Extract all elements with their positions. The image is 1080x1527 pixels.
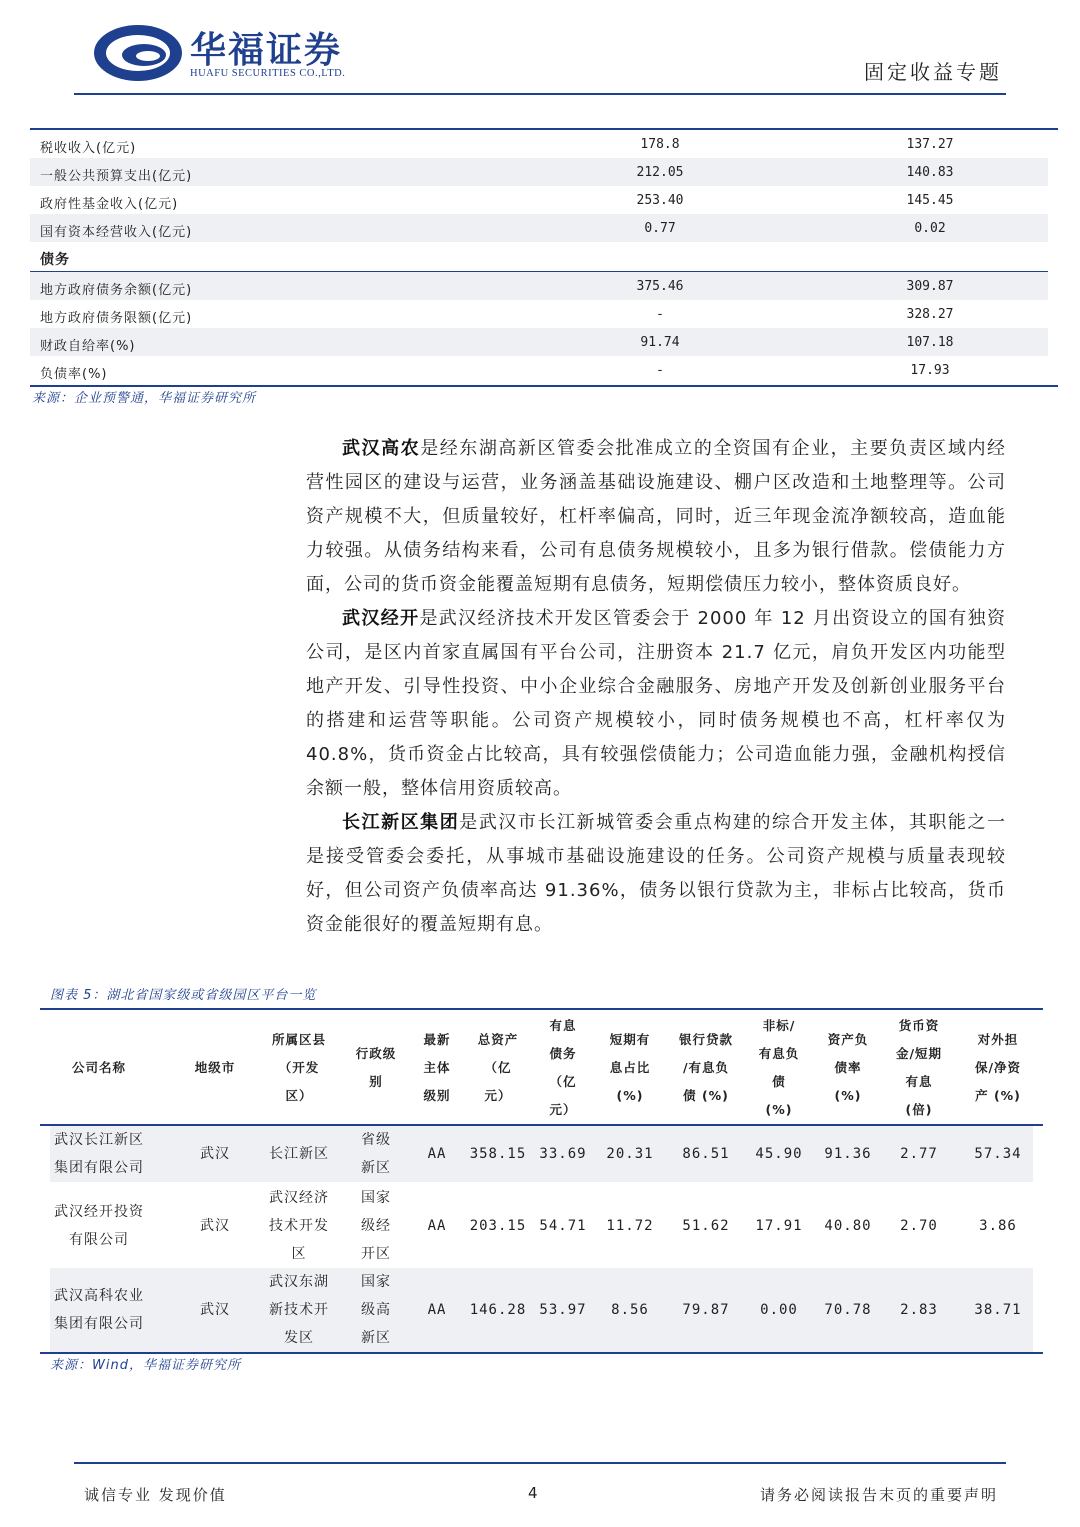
row-value-1: 375.46 (636, 279, 684, 294)
cell-line: 发区 (284, 1330, 314, 1346)
column-header (532, 1012, 594, 1124)
cell-lev (814, 1140, 882, 1168)
cell-line: 203.15 (469, 1218, 527, 1234)
cell-name (50, 1282, 148, 1338)
column-header-line: (%) (616, 1088, 644, 1103)
row-label: 国有资本经营收入(亿元) (40, 225, 193, 240)
row-value-2: 145.45 (906, 193, 954, 208)
cell-line: 有限公司 (69, 1232, 129, 1248)
column-header-line: 别 (369, 1074, 383, 1089)
row-value-1: 212.05 (636, 165, 684, 180)
cell-lev (814, 1296, 882, 1324)
cell-name (50, 1198, 148, 1254)
column-header-line: 债率 (834, 1060, 862, 1075)
cell-city (170, 1140, 260, 1168)
cell-nonstd (744, 1296, 814, 1324)
column-header-line: 短期有 (609, 1032, 651, 1047)
cell-line: 级高 (361, 1302, 391, 1318)
column-header-line: 债务 (549, 1046, 577, 1061)
column-header-line: 有息 (549, 1018, 577, 1033)
paragraph-lead: 武汉经开 (342, 608, 420, 629)
cell-line: 国家 (361, 1190, 391, 1206)
column-header-line: (倍) (905, 1102, 933, 1117)
cell-rating (412, 1296, 462, 1324)
cell-line: 33.69 (539, 1146, 587, 1162)
cell-rating (412, 1212, 462, 1240)
column-header (462, 1026, 534, 1110)
cell-line: 0.00 (760, 1302, 798, 1318)
cell-level (342, 1126, 410, 1182)
row-label: 一般公共预算支出(亿元) (40, 169, 193, 184)
cell-line: 武汉长江新区 (54, 1132, 144, 1148)
column-header-line: 债 (772, 1074, 786, 1089)
cell-line: 20.31 (606, 1146, 654, 1162)
section-heading: 债务 (40, 252, 70, 268)
column-header-line: 区） (285, 1088, 313, 1103)
cell-level (342, 1184, 410, 1268)
column-header (596, 1026, 664, 1110)
cell-line: 省级 (361, 1132, 391, 1148)
paragraph-text: 是武汉市长江新城管委会重点构建的综合开发主体，其职能之一是接受管委会委托，从事城市基础设施建设的任务。公司资产规模与质量表现较好，但公司资产负债率高达 91.36%，债务以银行贷款为主，非标占比较高，货币资金能很好的覆盖短期有息。 (306, 812, 1007, 935)
table-row (30, 158, 1048, 186)
column-header-line: (%) (834, 1088, 862, 1103)
column-header-line: /有息负 (682, 1060, 730, 1075)
table2-caption: 图表 5：湖北省国家级或省级园区平台一览 (50, 988, 317, 1003)
cell-district (258, 1184, 340, 1268)
cell-line: 146.28 (469, 1302, 527, 1318)
cell-line: AA (427, 1218, 447, 1234)
cell-line: 70.78 (824, 1302, 872, 1318)
cell-bank (666, 1212, 746, 1240)
table-row (30, 328, 1048, 356)
cell-line: 开区 (361, 1246, 391, 1262)
cell-city (170, 1212, 260, 1240)
cell-line: 38.71 (974, 1302, 1022, 1318)
cell-assets (462, 1140, 534, 1168)
table-row (50, 1184, 1033, 1268)
table-row (30, 214, 1048, 242)
column-header (258, 1026, 340, 1110)
cell-name (50, 1126, 148, 1182)
cell-debt (532, 1296, 594, 1324)
cell-lev (814, 1212, 882, 1240)
cell-line: 2.77 (900, 1146, 938, 1162)
column-header-line: 保/净资 (974, 1060, 1022, 1075)
cell-short (596, 1296, 664, 1324)
page-number: 4 (528, 1484, 538, 1502)
cell-assets (462, 1212, 534, 1240)
row-value-2: 107.18 (906, 335, 954, 350)
cell-line: 53.97 (539, 1302, 587, 1318)
column-header (958, 1026, 1038, 1110)
row-value-1: 91.74 (640, 335, 680, 350)
column-header-line: 息占比 (609, 1060, 651, 1075)
cell-line: 集团有限公司 (54, 1160, 144, 1176)
column-header-line: 公司名称 (71, 1060, 126, 1075)
cell-line: 2.70 (900, 1218, 938, 1234)
cell-nonstd (744, 1140, 814, 1168)
cell-line: 45.90 (755, 1146, 803, 1162)
column-header-line: 有息 (905, 1074, 933, 1089)
cell-line: 武汉东湖 (269, 1274, 329, 1290)
cell-line: 国家 (361, 1274, 391, 1290)
column-header (342, 1040, 410, 1096)
cell-nonstd (744, 1212, 814, 1240)
table-section-row (30, 243, 1048, 271)
cell-line: 51.62 (682, 1218, 730, 1234)
logo-text-cn: 华福证券 (190, 29, 343, 71)
cell-bank (666, 1296, 746, 1324)
row-value-1: 253.40 (636, 193, 684, 208)
column-header (882, 1012, 956, 1124)
column-header-line: 资产负 (827, 1032, 869, 1047)
cell-level (342, 1268, 410, 1352)
cell-line: 17.91 (755, 1218, 803, 1234)
cell-line: 武汉高科农业 (54, 1288, 144, 1304)
column-header-line: 金/短期 (895, 1046, 943, 1061)
row-value-2: 17.93 (910, 363, 950, 378)
column-header-line: 产 (%) (975, 1088, 1021, 1103)
row-value-1: 0.77 (644, 221, 676, 236)
column-header-line: 银行贷款 (678, 1032, 733, 1047)
cell-line: 57.34 (974, 1146, 1022, 1162)
cell-short (596, 1140, 664, 1168)
cell-line: 武汉 (200, 1302, 230, 1318)
cell-rating (412, 1140, 462, 1168)
column-header (814, 1026, 882, 1110)
row-value-2: 137.27 (906, 137, 954, 152)
column-header-line: 元） (484, 1088, 512, 1103)
table-row (30, 186, 1048, 214)
column-header-line: （亿 (549, 1074, 577, 1089)
cell-debt (532, 1140, 594, 1168)
table-row (30, 130, 1048, 158)
cell-line: AA (427, 1302, 447, 1318)
cell-bank (666, 1140, 746, 1168)
cell-short (596, 1212, 664, 1240)
cell-district (258, 1268, 340, 1352)
footer-disclaimer: 请务必阅读报告末页的重要声明 (759, 1486, 998, 1504)
column-header-line: 行政级 (355, 1046, 397, 1061)
table-row (50, 1268, 1033, 1352)
cell-line: 武汉 (200, 1218, 230, 1234)
cell-line: 新区 (361, 1330, 391, 1346)
cell-line: 54.71 (539, 1218, 587, 1234)
cell-line: 86.51 (682, 1146, 730, 1162)
cell-line: 武汉经济 (269, 1190, 329, 1206)
row-value-2: 140.83 (906, 165, 954, 180)
cell-cash (882, 1212, 956, 1240)
row-value-2: 0.02 (914, 221, 946, 236)
logo-text-en: HUAFU SECURITIES CO.,LTD. (190, 68, 346, 79)
cell-line: AA (427, 1146, 447, 1162)
paragraph (306, 602, 1006, 806)
column-header-line: 对外担 (977, 1032, 1019, 1047)
row-value-1: - (656, 307, 664, 322)
header-divider (74, 93, 1006, 95)
column-header (666, 1026, 746, 1110)
cell-line: 2.83 (900, 1302, 938, 1318)
column-header-line: 最新 (423, 1032, 451, 1047)
cell-line: 3.86 (979, 1218, 1017, 1234)
row-label: 地方政府债务余额(亿元) (40, 283, 193, 298)
cell-district (258, 1140, 340, 1168)
cell-line: 长江新区 (269, 1146, 329, 1162)
paragraph-text: 是经东湖高新区管委会批准成立的全资国有企业，主要负责区域内经营性园区的建设与运营，业务涵盖基础设施建设、棚户区改造和土地整理等。公司资产规模不大，但质量较好，杠杆率偏高，同时，近三年现金流净额较高，造血能力较强。从债务结构来看，公司有息债务规模较小，且多为银行借款。偿债能力方面，公司的货币资金能覆盖短期有息债务，短期偿债压力较小，整体资质良好。 (306, 438, 1007, 595)
column-header-line: 总资产 (477, 1032, 519, 1047)
table1-source: 来源：企业预警通，华福证券研究所 (32, 391, 257, 406)
paragraph (306, 806, 1006, 942)
cell-line: 级经 (361, 1218, 391, 1234)
cell-line: 新技术开 (269, 1302, 329, 1318)
column-header (744, 1012, 814, 1124)
column-header (412, 1026, 462, 1110)
cell-line: 79.87 (682, 1302, 730, 1318)
body-text (306, 432, 1006, 942)
cell-assets (462, 1296, 534, 1324)
row-label: 负债率(%) (40, 367, 108, 382)
cell-cash (882, 1296, 956, 1324)
row-label: 财政自给率(%) (40, 339, 136, 354)
column-header-line: 元） (549, 1102, 577, 1117)
table2-top-border (40, 1008, 1043, 1010)
column-header-line: 货币资 (898, 1018, 940, 1033)
column-header-line: （亿 (484, 1060, 512, 1075)
table-row (50, 1126, 1033, 1182)
column-header-line: 主体 (423, 1060, 451, 1075)
cell-line: 358.15 (469, 1146, 527, 1162)
column-header-line: 地级市 (194, 1060, 236, 1075)
cell-line: 8.56 (611, 1302, 649, 1318)
column-header-line: 所属区县 (271, 1032, 326, 1047)
cell-city (170, 1296, 260, 1324)
cell-debt (532, 1212, 594, 1240)
footer-divider (74, 1462, 1006, 1464)
paragraph-text: 是武汉经济技术开发区管委会于 2000 年 12 月出资设立的国有独资公司，是区内首家直属国有平台公司，注册资本 21.7 亿元，肩负开发区内功能型地产开发、引导性投资、中小企业综合金融服务、房地产开发及创新创业服务平台的搭建和运营等职能。公司资产规模较小，同时债务规模也不高，杠杆率仅为 40.8%，货币资金占比较高，具有较强偿债能力；公司造血能力强，金融机构授信余额一般，整体信用资质较高。 (306, 608, 1007, 799)
paragraph-lead: 武汉高农 (342, 438, 421, 459)
column-header (170, 1054, 260, 1082)
row-value-1: - (656, 363, 664, 378)
footer-slogan: 诚信专业 发现价值 (84, 1486, 227, 1504)
table-row (30, 300, 1048, 328)
paragraph-lead: 长江新区集团 (342, 812, 460, 833)
cell-line: 武汉经开投资 (54, 1204, 144, 1220)
cell-guar (958, 1140, 1038, 1168)
column-header (50, 1054, 148, 1082)
column-header-line: 级别 (423, 1088, 451, 1103)
cell-guar (958, 1296, 1038, 1324)
table-row (30, 356, 1048, 384)
column-header-line: （开发 (278, 1060, 320, 1075)
cell-line: 新区 (361, 1160, 391, 1176)
cell-guar (958, 1212, 1038, 1240)
row-label: 税收收入(亿元) (40, 141, 137, 156)
row-value-1: 178.8 (640, 137, 680, 152)
row-label: 政府性基金收入(亿元) (40, 197, 179, 212)
header-title: 固定收益专题 (864, 60, 1002, 84)
cell-line: 集团有限公司 (54, 1316, 144, 1332)
cell-cash (882, 1140, 956, 1168)
paragraph (306, 432, 1006, 602)
row-value-2: 328.27 (906, 307, 954, 322)
cell-line: 区 (291, 1246, 307, 1262)
cell-line: 武汉 (200, 1146, 230, 1162)
cell-line: 40.80 (824, 1218, 872, 1234)
cell-line: 技术开发 (269, 1218, 329, 1234)
cell-line: 91.36 (824, 1146, 872, 1162)
row-value-2: 309.87 (906, 279, 954, 294)
row-label: 地方政府债务限额(亿元) (40, 311, 193, 326)
column-header-line: (%) (765, 1102, 793, 1117)
column-header-line: 有息负 (758, 1046, 800, 1061)
table-row (30, 272, 1048, 300)
cell-line: 11.72 (606, 1218, 654, 1234)
table2-source: 来源：Wind，华福证券研究所 (50, 1358, 241, 1373)
column-header-line: 非标/ (762, 1018, 796, 1033)
column-header-line: 债 (%) (683, 1088, 729, 1103)
